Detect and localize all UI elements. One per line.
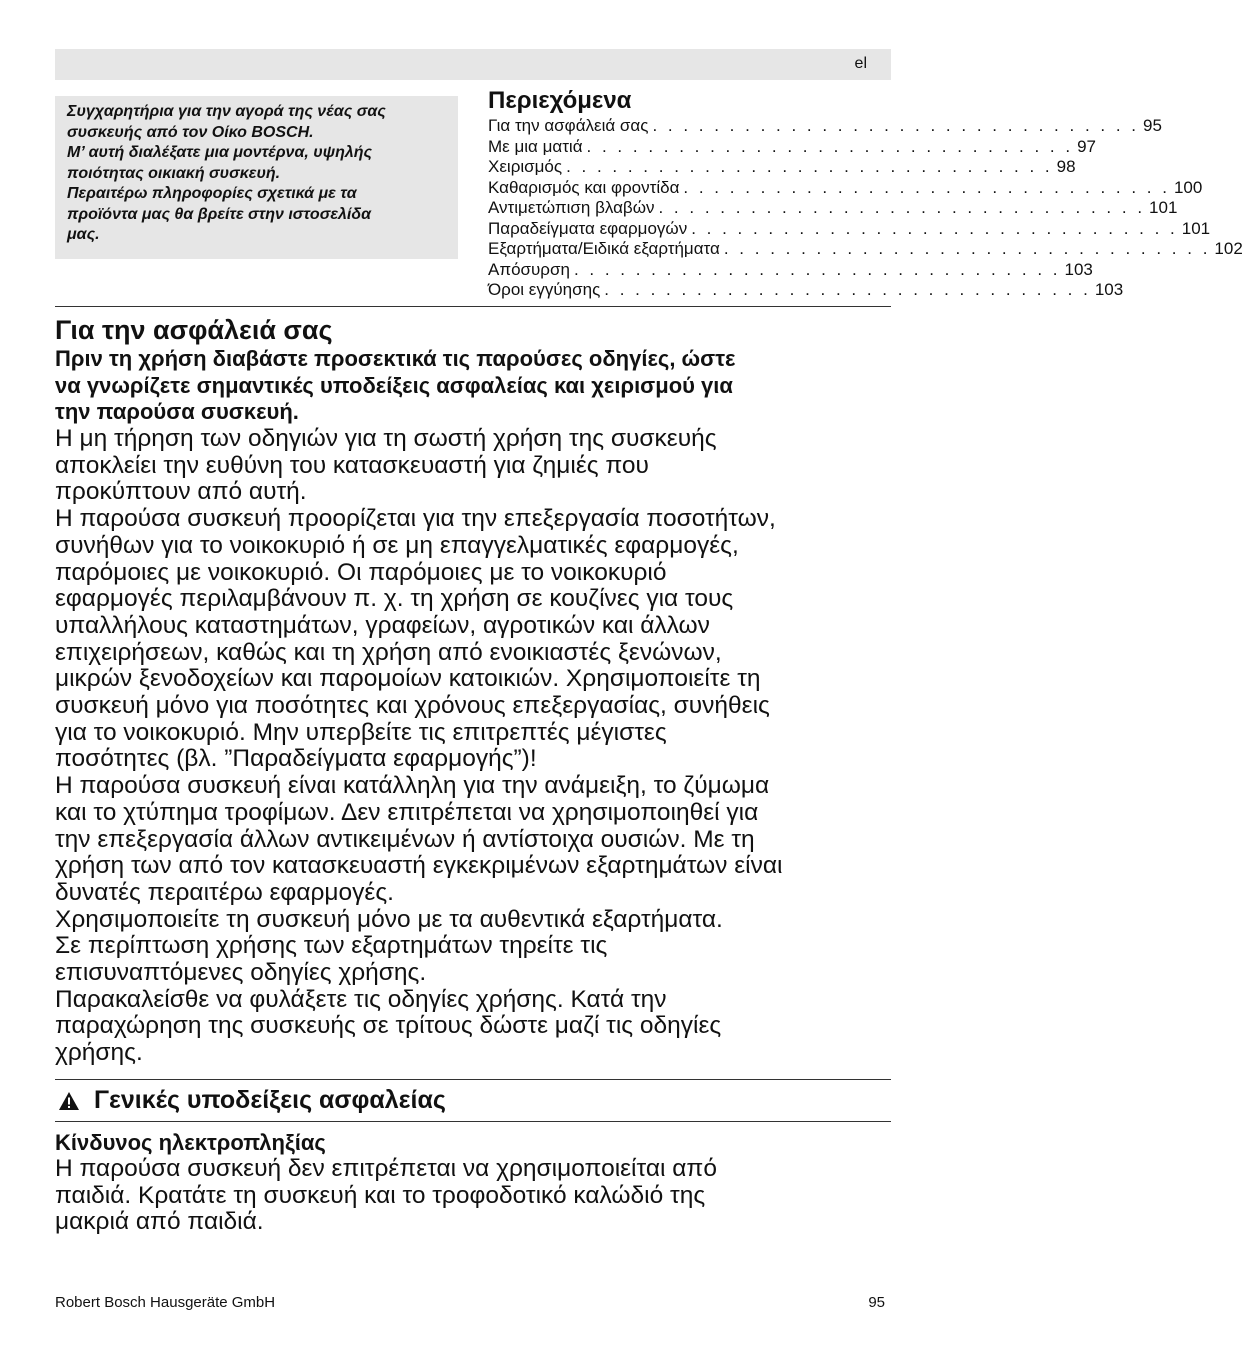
toc-item-page: 100 — [1173, 177, 1203, 197]
toc-item-page: 102 — [1214, 239, 1243, 258]
body-line: παρόμοιες με νοικοκυριό. Οι παρόμοιες με το νοικοκυριό — [55, 558, 667, 586]
table-of-contents — [488, 86, 1243, 301]
body-line: παραχώρηση της συσκευής σε τρίτους δώστε μαζί τις οδηγίες — [55, 1012, 722, 1040]
body-line: Χρησιμοποιείτε τη συσκευή μόνο με τα αυθεντικά εξαρτήματα. — [55, 905, 723, 933]
toc-item-page: 101 — [1149, 198, 1178, 217]
body-line: προκύπτουν από αυτή. — [55, 478, 307, 506]
body-line: μικρών ξενοδοχείων και παρομοίων κατοικιών. Χρησιμοποιείτε τη — [55, 665, 761, 693]
section-divider — [55, 306, 891, 307]
warning-triangle-icon — [58, 1091, 80, 1111]
toc-leader-dots: . . . . . . . . . . . . . . . . . . . . . . . . . . . . . . . . — [658, 198, 1146, 217]
toc-item[interactable] — [488, 280, 1124, 301]
toc-item-label: Εξαρτήματα/Ειδικά εξαρτήματα — [488, 239, 720, 258]
body-line: επισυναπτόμενες οδηγίες χρήσης. — [55, 959, 427, 987]
toc-leader-dots: . . . . . . . . . . . . . . . . . . . . . . . . . . . . . . . . — [566, 157, 1053, 176]
toc-item-label: Με μια ματιά — [488, 136, 583, 156]
body-line: παιδιά. Κρατάτε τη συσκευή και το τροφοδοτικό καλώδιό της — [55, 1181, 706, 1209]
intro-line: Μ’ αυτή διαλέξατε μια μοντέρνα, υψηλής — [67, 144, 373, 161]
toc-item[interactable] — [488, 177, 1203, 199]
general-safety-heading — [58, 1086, 446, 1115]
intro-line: Περαιτέρω πληροφορίες σχετικά με τα — [67, 185, 357, 202]
toc-leader-dots: . . . . . . . . . . . . . . . . . . . . . . . . . . . . . . . . — [723, 239, 1211, 258]
language-bar — [55, 49, 891, 80]
body-line: Η μη τήρηση των οδηγιών για τη σωστή χρήση της συσκευής — [55, 425, 717, 452]
toc-leader-dots: . . . . . . . . . . . . . . . . . . . . . . . . . . . . . . . . — [683, 177, 1170, 197]
toc-item[interactable] — [488, 198, 1178, 219]
safety-section-title: Για την ασφάλειά σας — [55, 315, 333, 345]
general-body-text — [55, 1156, 895, 1236]
toc-item-page: 95 — [1143, 116, 1162, 135]
toc-item-label: Χειρισμός — [488, 157, 563, 176]
section-divider — [55, 1121, 891, 1122]
toc-item-page: 103 — [1064, 259, 1093, 279]
body-line: χρήση των από τον κατασκευαστή εγκεκριμένων εξαρτημάτων είναι — [55, 852, 783, 880]
general-safety-title: Γενικές υποδείξεις ασφαλείας — [94, 1086, 446, 1114]
footer-company: Robert Bosch Hausgeräte GmbH — [55, 1294, 276, 1311]
safety-bold-intro — [55, 346, 895, 426]
body-line: για το νοικοκυριό. Μην υπερβείτε τις επιτρεπτές μέγιστες — [55, 718, 667, 746]
toc-item-label: Για την ασφάλειά σας — [488, 116, 649, 135]
body-line: Παρακαλείσθε να φυλάξετε τις οδηγίες χρήσης. Κατά την — [55, 985, 667, 1013]
body-line: Σε περίπτωση χρήσης των εξαρτημάτων τηρείτε τις — [55, 932, 608, 960]
toc-item[interactable] — [488, 157, 1076, 178]
section-divider — [55, 1079, 891, 1080]
intro-line: Συγχαρητήρια για την αγορά της νέας σας — [67, 103, 386, 120]
toc-item-page: 97 — [1077, 136, 1097, 156]
intro-box — [55, 96, 458, 259]
bold-intro-line: να γνωρίζετε σημαντικές υποδείξεις ασφαλείας και χειρισμού για — [55, 372, 733, 398]
toc-title: Περιεχόμενα — [488, 87, 632, 114]
body-line: εφαρμογές περιλαμβάνουν π. χ. τη χρήση σε κουζίνες για τους — [55, 585, 734, 613]
footer-page-number: 95 — [868, 1294, 885, 1311]
intro-line: συσκευής από τον Οίκο BOSCH. — [67, 123, 314, 141]
toc-item[interactable] — [488, 116, 1162, 137]
body-line: μακριά από παιδιά. — [55, 1208, 264, 1236]
body-line: ποσότητες (βλ. ”Παραδείγματα εφαρμογής”)! — [55, 745, 537, 773]
intro-line: μας. — [67, 226, 100, 243]
body-line: χρήσης. — [55, 1039, 143, 1067]
toc-item-label: Απόσυρση — [488, 259, 570, 279]
toc-leader-dots: . . . . . . . . . . . . . . . . . . . . . . . . . . . . . . . . — [604, 280, 1091, 299]
toc-item-page: 101 — [1181, 218, 1211, 238]
toc-item[interactable] — [488, 218, 1211, 240]
toc-leader-dots: . . . . . . . . . . . . . . . . . . . . . . . . . . . . . . . . — [691, 218, 1178, 238]
body-line: αποκλείει την ευθύνη του κατασκευαστή για ζημιές που — [55, 451, 649, 479]
safety-body-text — [55, 426, 895, 1067]
toc-item-label: Καθαρισμός και φροντίδα — [488, 177, 680, 197]
body-line: επιχειρήσεων, καθώς και τη χρήση από ενοικιαστές ξενώνων, — [55, 638, 722, 666]
body-line: Η παρούσα συσκευή είναι κατάλληλη για την ανάμειξη, το ζύμωμα — [55, 772, 770, 800]
intro-line: προϊόντα μας θα βρείτε στην ιστοσελίδα — [67, 205, 372, 223]
toc-item[interactable] — [488, 259, 1093, 281]
toc-leader-dots: . . . . . . . . . . . . . . . . . . . . . . . . . . . . . . . . — [573, 259, 1061, 279]
body-line: δυνατές περαιτέρω εφαρμογές. — [55, 878, 394, 906]
body-line: και το χτύπημα τροφίμων. Δεν επιτρέπεται να χρησιμοποιηθεί για — [55, 798, 759, 826]
body-line: υπαλλήλους καταστημάτων, γραφείων, αγροτικών και άλλων — [55, 611, 710, 639]
toc-leader-dots: . . . . . . . . . . . . . . . . . . . . . . . . . . . . . . . . — [586, 136, 1074, 156]
toc-item[interactable] — [488, 239, 1243, 260]
intro-line: ποιότητας οικιακή συσκευή. — [67, 164, 281, 182]
body-line: την επεξεργασία άλλων αντικειμένων ή αντίστοιχα ουσιών. Με τη — [55, 825, 755, 853]
body-line: συνήθων για το νοικοκυριό ή σε μη επαγγελματικές εφαρμογές, — [55, 531, 739, 559]
language-code: el — [854, 55, 867, 72]
toc-item-page: 98 — [1056, 157, 1076, 176]
toc-item-label: Αντιμετώπιση βλαβών — [488, 198, 655, 217]
toc-leader-dots: . . . . . . . . . . . . . . . . . . . . . . . . . . . . . . . . — [652, 116, 1140, 135]
toc-item-label: Όροι εγγύησης — [488, 280, 601, 299]
body-line: Η παρούσα συσκευή προορίζεται για την επεξεργασία ποσοτήτων, — [55, 505, 776, 533]
body-line: Η παρούσα συσκευή δεν επιτρέπεται να χρησιμοποιείται από — [55, 1155, 717, 1182]
bold-intro-line: Πριν τη χρήση διαβάστε προσεκτικά τις παρούσες οδηγίες, ώστε — [55, 346, 736, 371]
electric-shock-subtitle: Κίνδυνος ηλεκτροπληξίας — [55, 1130, 326, 1155]
toc-item[interactable] — [488, 136, 1097, 158]
body-line: συσκευή μόνο για ποσότητες και χρόνους επεξεργασίας, συνήθεις — [55, 692, 770, 720]
toc-item-label: Παραδείγματα εφαρμογών — [488, 218, 688, 238]
toc-item-page: 103 — [1094, 280, 1124, 299]
bold-intro-line: την παρούσα συσκευή. — [55, 399, 299, 425]
